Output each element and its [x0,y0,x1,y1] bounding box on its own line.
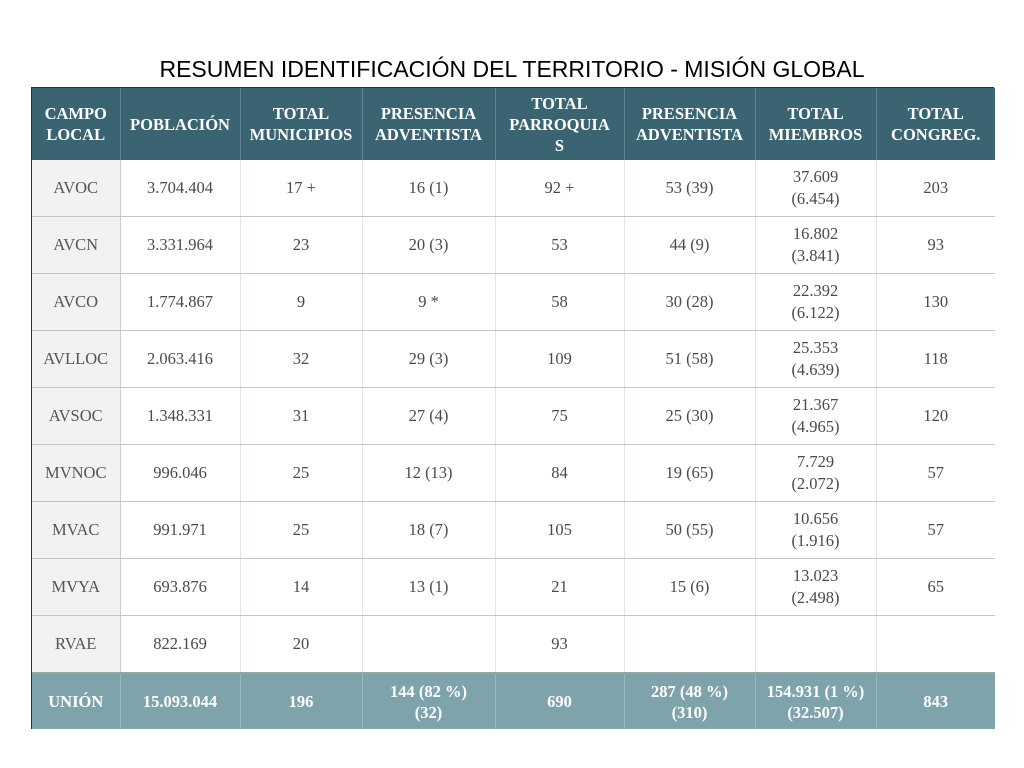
cell-presencia-municipios: 13 (1) [362,559,495,616]
cell-parroquias: 105 [495,502,624,559]
cell-poblacion: 1.774.867 [120,274,240,331]
cell-municipios: 20 [240,616,362,674]
cell-municipios: 32 [240,331,362,388]
header-text-line: TOTAL [272,104,330,123]
cell-presencia-municipios: 18 (7) [362,502,495,559]
cell-municipios: 14 [240,559,362,616]
cell-presencia-parroquias: 44 (9) [624,217,755,274]
cell-miembros [755,502,876,559]
header-text-line: POBLACIÓN [130,114,230,134]
header-text-line: LOCAL [46,125,106,144]
cell-presencia-parroquias: 30 (28) [624,274,755,331]
cell-presencia-parroquias: 25 (30) [624,388,755,445]
total-congreg: 843 [876,673,995,729]
cell-congreg: 65 [876,559,995,616]
total-presencia-parroquias [624,673,755,729]
cell-municipios: 23 [240,217,362,274]
table-row [32,616,995,674]
table-row [32,160,995,217]
total-miembros-value: 154.931 (1 %) [766,681,865,701]
summary-table [32,88,995,729]
cell-presencia-municipios: 27 (4) [362,388,495,445]
cell-municipios: 25 [240,445,362,502]
cell-campo: AVLLOC [32,331,120,388]
header-text-line: MIEMBROS [768,125,863,144]
miembros-value: 16.802 [792,224,839,243]
cell-presencia-municipios: 29 (3) [362,331,495,388]
total-presencia-municipios-sub: (32) [414,702,443,722]
table-row [32,502,995,559]
total-presencia-municipios [362,673,495,729]
header-text-line: PRESENCIA [641,104,738,123]
header-text-line: CAMPO [44,104,107,123]
cell-poblacion: 3.331.964 [120,217,240,274]
cell-campo: AVCN [32,217,120,274]
cell-campo: AVSOC [32,388,120,445]
cell-miembros [755,616,876,674]
cell-miembros [755,445,876,502]
table-footer [32,673,995,729]
header-total-congreg [876,88,995,160]
total-miembros-sub: (32.507) [787,702,844,722]
miembros-sub-value: (4.965) [791,417,840,436]
total-parroquias: 690 [495,673,624,729]
cell-campo: MVYA [32,559,120,616]
miembros-sub-value: (1.916) [791,531,840,550]
cell-miembros [755,388,876,445]
header-text-line: ADVENTISTA [375,125,482,144]
cell-presencia-parroquias: 50 (55) [624,502,755,559]
cell-miembros [755,217,876,274]
table-row [32,331,995,388]
cell-presencia-parroquias: 15 (6) [624,559,755,616]
cell-miembros [755,331,876,388]
cell-parroquias: 109 [495,331,624,388]
cell-presencia-municipios: 9 * [362,274,495,331]
table-row [32,274,995,331]
cell-presencia-parroquias: 19 (65) [624,445,755,502]
miembros-sub-value: (6.122) [791,303,840,322]
cell-municipios: 31 [240,388,362,445]
cell-parroquias: 21 [495,559,624,616]
cell-congreg [876,616,995,674]
table-row [32,388,995,445]
cell-parroquias: 53 [495,217,624,274]
header-text-line: TOTAL [531,93,588,113]
cell-municipios: 17 + [240,160,362,217]
header-text-line: TOTAL [787,104,844,123]
header-text-line: S [554,135,565,155]
table-header [32,88,995,160]
header-text-line: PARROQUIA [509,114,610,134]
header-presencia-adventista-municipios [362,88,495,160]
cell-parroquias: 84 [495,445,624,502]
miembros-sub-value: (6.454) [791,189,840,208]
cell-congreg: 120 [876,388,995,445]
header-campo-local [32,88,120,160]
miembros-sub-value: (4.639) [791,360,840,379]
miembros-value: 21.367 [792,395,839,414]
miembros-value: 7.729 [796,452,835,471]
header-presencia-adventista-parroquias [624,88,755,160]
miembros-sub-value: (2.498) [791,588,840,607]
cell-presencia-parroquias: 53 (39) [624,160,755,217]
cell-presencia-municipios: 20 (3) [362,217,495,274]
miembros-value: 25.353 [792,338,839,357]
cell-campo: AVOC [32,160,120,217]
header-total-parroquias [495,88,624,160]
header-text-line: ADVENTISTA [636,125,743,144]
table-body [32,160,995,673]
total-miembros [755,673,876,729]
cell-presencia-parroquias: 51 (58) [624,331,755,388]
cell-poblacion: 1.348.331 [120,388,240,445]
cell-congreg: 118 [876,331,995,388]
table-row [32,445,995,502]
table-row [32,559,995,616]
miembros-value: 13.023 [792,566,839,585]
cell-congreg: 130 [876,274,995,331]
cell-congreg: 93 [876,217,995,274]
cell-congreg: 57 [876,445,995,502]
cell-presencia-municipios: 12 (13) [362,445,495,502]
total-presencia-municipios-value: 144 (82 %) [390,681,467,701]
table-row [32,217,995,274]
cell-poblacion: 693.876 [120,559,240,616]
cell-presencia-parroquias [624,616,755,674]
total-municipios: 196 [240,673,362,729]
total-presencia-parroquias-sub: (310) [671,702,708,722]
miembros-value: 37.609 [792,167,839,186]
miembros-sub-value: (3.841) [791,246,840,265]
header-text-line: MUNICIPIOS [249,125,353,144]
cell-parroquias: 75 [495,388,624,445]
total-presencia-parroquias-value: 287 (48 %) [651,681,728,701]
cell-miembros [755,274,876,331]
cell-parroquias: 92 + [495,160,624,217]
header-text-line: PRESENCIA [380,104,477,123]
cell-municipios: 25 [240,502,362,559]
cell-campo: MVNOC [32,445,120,502]
cell-parroquias: 93 [495,616,624,674]
cell-poblacion: 2.063.416 [120,331,240,388]
cell-campo: MVAC [32,502,120,559]
header-total-municipios [240,88,362,160]
cell-poblacion: 822.169 [120,616,240,674]
cell-congreg: 57 [876,502,995,559]
page-title: RESUMEN IDENTIFICACIÓN DEL TERRITORIO - MISIÓN GLOBAL [159,56,865,82]
header-text-line: CONGREG. [891,125,981,144]
summary-table-container [31,87,994,729]
cell-congreg: 203 [876,160,995,217]
cell-campo: AVCO [32,274,120,331]
cell-municipios: 9 [240,274,362,331]
total-campo: UNIÓN [32,673,120,729]
cell-campo: RVAE [32,616,120,674]
cell-miembros [755,559,876,616]
cell-miembros [755,160,876,217]
cell-poblacion: 996.046 [120,445,240,502]
miembros-sub-value: (2.072) [791,474,840,493]
header-text-line: TOTAL [907,104,964,123]
header-poblacion [120,88,240,160]
cell-poblacion: 991.971 [120,502,240,559]
cell-presencia-municipios: 16 (1) [362,160,495,217]
miembros-value: 22.392 [792,281,839,300]
miembros-value: 10.656 [792,509,839,528]
total-poblacion: 15.093.044 [120,673,240,729]
cell-presencia-municipios [362,616,495,674]
totals-row [32,673,995,729]
header-total-miembros [755,88,876,160]
cell-parroquias: 58 [495,274,624,331]
header-row [32,88,995,160]
cell-poblacion: 3.704.404 [120,160,240,217]
